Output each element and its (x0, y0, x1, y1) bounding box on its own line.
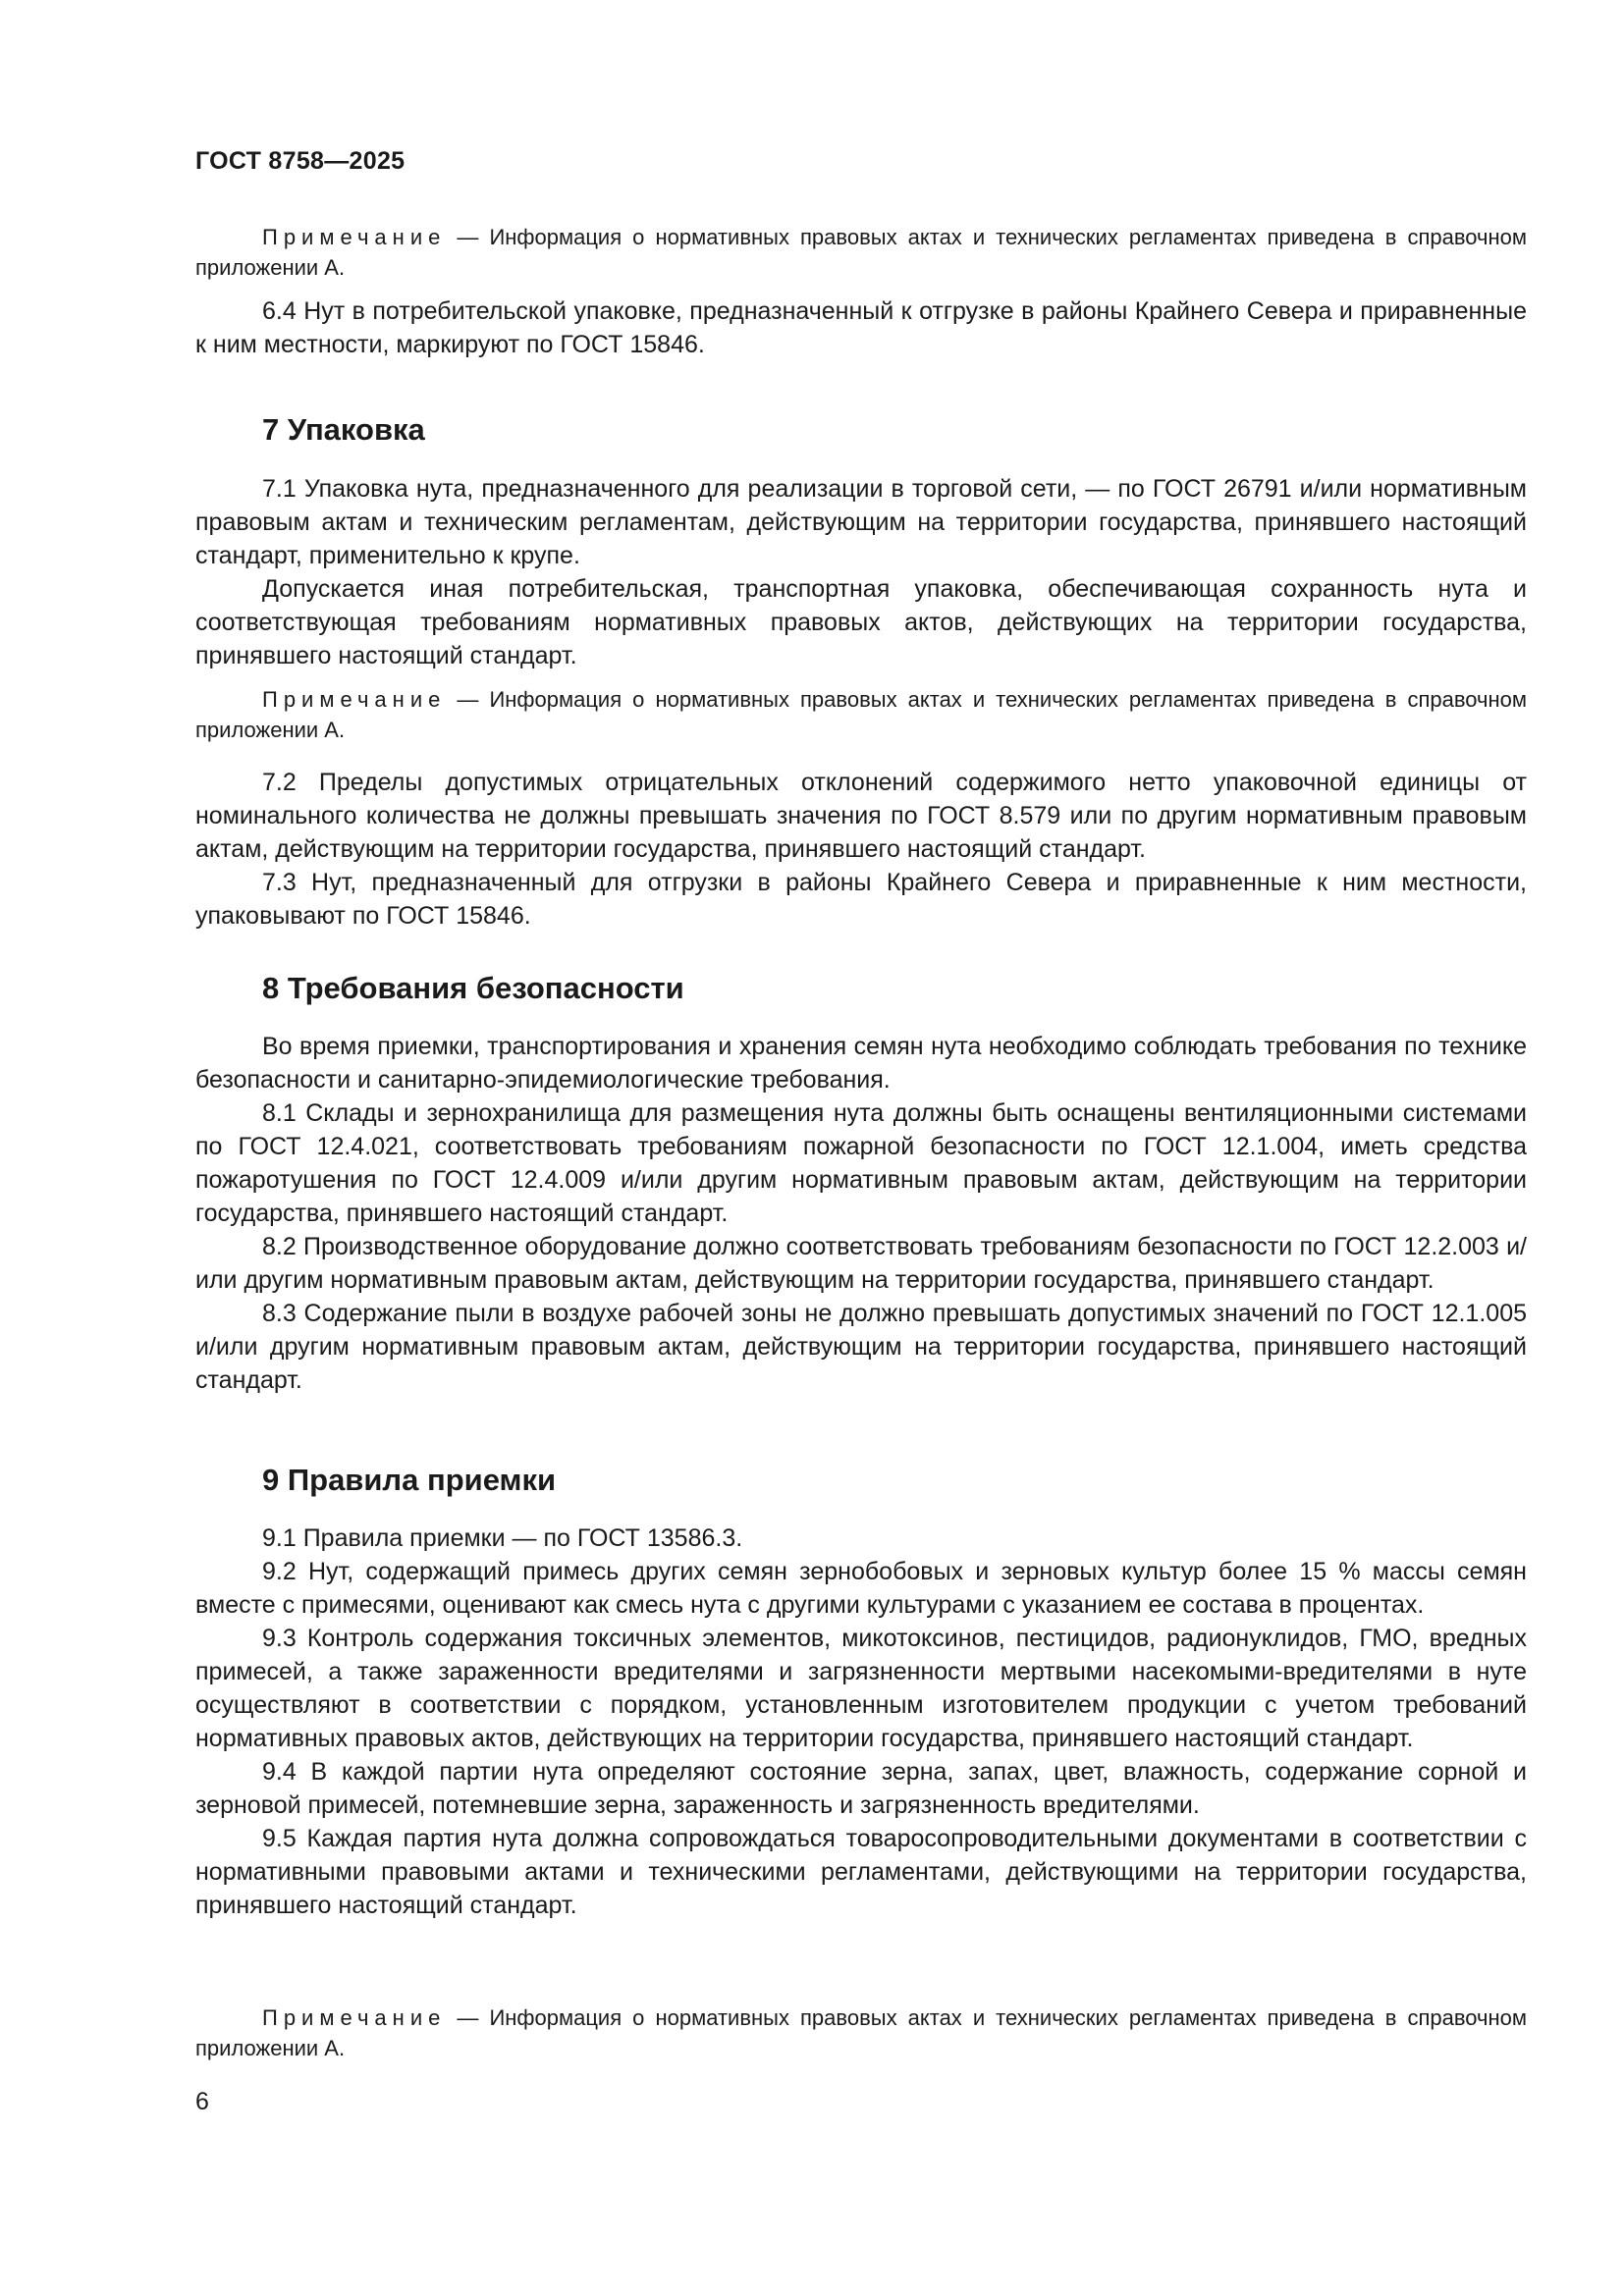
note-paragraph (195, 2002, 1527, 2063)
section-9-body (195, 1522, 1527, 1922)
note-label: Примечание (262, 2005, 447, 2030)
section-9-title: 9 Правила приемки (262, 1463, 557, 1497)
note-block (195, 222, 1527, 283)
paragraph-9-2: 9.2 Нут, содержащий примесь других семян зернобобовых и зерновых культур более 15 % массы семян вместе с примесями, оценивают как смесь нута с другими культурами с указанием ее состава в процентах. (195, 1558, 1527, 1619)
section-7-title: 7 Упаковка (262, 412, 425, 447)
clause-7-1 (195, 472, 1527, 672)
paragraph-9-5: 9.5 Каждая партия нута должна сопровождаться товаросопроводительными документами в соответствии с нормативными правовыми актами и техническими регламентами, действующими на территории государства, принявшего настоящий стандарт. (195, 1825, 1527, 1919)
section-7-heading-block (195, 410, 1527, 450)
paragraph-9-1: 9.1 Правила приемки — по ГОСТ 13586.3. (262, 1524, 743, 1552)
paragraph-7-2: 7.2 Пределы допустимых отрицательных отклонений содержимого нетто упаковочной единицы от номинального количества не должны превышать значения по ГОСТ 8.579 или по другим нормативным правовым актам, действующим на территории государства, принявшего настоящий стандарт. (195, 769, 1527, 863)
section-8-heading-block (195, 969, 1527, 1008)
document-code-header: ГОСТ 8758—2025 (195, 147, 406, 175)
paragraph-7-1-continued: Допускается иная потребительская, транспортная упаковка, обеспечивающая сохранность нута и соответствующая требованиям нормативных правовых актов, действующих на территории государства, принявшего настоящий стандарт. (195, 575, 1527, 669)
paragraph-8-intro: Во время приемки, транспортирования и хранения семян нута необходимо соблюдать требования по технике безопасности и санитарно-эпидемиологические требования. (195, 1033, 1527, 1094)
paragraph-6-4: 6.4 Нут в потребительской упаковке, предназначенный к отгрузке в районы Крайнего Севера и приравненные к ним местности, маркируют по ГОСТ 15846. (195, 297, 1527, 358)
note-paragraph (195, 222, 1527, 283)
section-9-heading-block (195, 1461, 1527, 1500)
paragraph-8-3: 8.3 Содержание пыли в воздухе рабочей зоны не должно превышать допустимых значений по ГОСТ 12.1.005 и/или другим нормативным правовым актам, действующим на территории государства, принявшего настоящий стандарт. (195, 1300, 1527, 1394)
note-text: — Информация о нормативных правовых актах и технических регламентах приведена в справочном приложении А. (195, 687, 1527, 742)
paragraph-9-4: 9.4 В каждой партии нута определяют состояние зерна, запах, цвет, влажность, содержание сорной и зерновой примесей, потемневшие зерна, зараженность и загрязненность вредителями. (195, 1758, 1527, 1819)
clause-7-2 (195, 766, 1527, 933)
section-8-body (195, 1030, 1527, 1397)
section-8-title: 8 Требования безопасности (262, 971, 684, 1005)
note-text: — Информация о нормативных правовых актах и технических регламентах приведена в справочном приложении А. (195, 2005, 1527, 2060)
paragraph-7-3: 7.3 Нут, предназначенный для отгрузки в районы Крайнего Севера и приравненные к ним местности, упаковывают по ГОСТ 15846. (195, 869, 1527, 930)
note-text: — Информация о нормативных правовых актах и технических регламентах приведена в справочном приложении А. (195, 225, 1527, 280)
note-paragraph (195, 684, 1527, 745)
note-label: Примечание (262, 225, 447, 249)
note-block (195, 2002, 1527, 2063)
paragraph-9-3: 9.3 Контроль содержания токсичных элементов, микотоксинов, пестицидов, радионуклидов, ГМО, вредных примесей, а также зараженности вредителями и загрязненности мертвыми насекомыми-вредителями в нуте осуществляют в соответствии с порядком, установленным изготовителем продукции с учетом требований нормативных правовых актов, действующих на территории государства, принявшего настоящий стандарт. (195, 1625, 1527, 1752)
note-label: Примечание (262, 687, 447, 712)
clause-6-4 (195, 294, 1527, 361)
paragraph-8-1: 8.1 Склады и зернохранилища для размещения нута должны быть оснащены вентиляционными системами по ГОСТ 12.4.021, соответствовать требованиям пожарной безопасности по ГОСТ 12.1.004, иметь средства пожаротушения по ГОСТ 12.4.009 и/или другим нормативным правовым актам, действующим на территории государства, принявшего настоящий стандарт. (195, 1099, 1527, 1227)
paragraph-7-1: 7.1 Упаковка нута, предназначенного для реализации в торговой сети, — по ГОСТ 26791 и/или нормативным правовым актам и техническим регламентам, действующим на территории государства, принявшего настоящий стандарт, применительно к крупе. (195, 475, 1527, 569)
paragraph-8-2: 8.2 Производственное оборудование должно соответствовать требованиям безопасности по ГОСТ 12.2.003 и/или другим нормативным правовым актам, действующим на территории государства, принявшего стандарт. (195, 1233, 1527, 1294)
page-number: 6 (195, 2088, 209, 2115)
note-block (195, 684, 1527, 745)
